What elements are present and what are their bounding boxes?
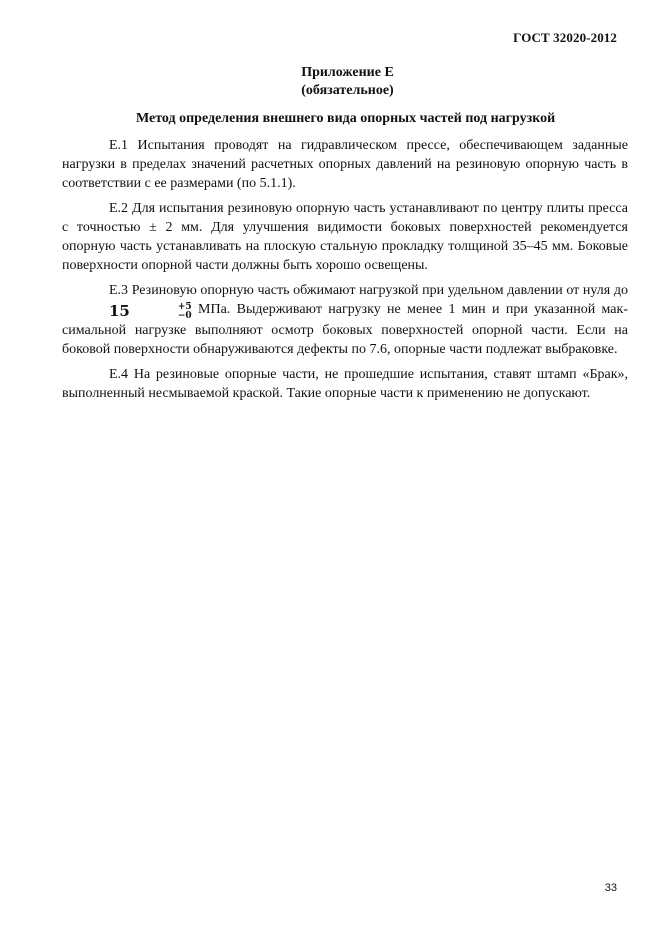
document-body: [62, 136, 628, 409]
annex-status: (обязательное): [301, 83, 394, 98]
paragraph-e1: Е.1 Испытания проводят на гидравлическом прессе, обеспечивающем заданные нагрузки в пределах значений расчетных опорных давлений на резиновую опорную часть в соответствии с ее размерами (по 5.1.1).: [62, 138, 628, 191]
pressure-tolerance: [131, 303, 192, 321]
paragraph-e3: [62, 281, 628, 359]
document-code-header: ГОСТ 32020-2012: [513, 30, 617, 45]
paragraph-e4: Е.4 На резиновые опорные части, не прошедшие испытания, ставят штамп «Брак», выполненный несмываемой краской. Такие опорные части к применению не допускают.: [62, 366, 628, 401]
paragraph-e2: Е.2 Для испытания резиновую опорную часть устанавливают по центру плиты пресса с точностью ± 2 мм. Для улучшения видимости боковых поверхностей рекомендуется опорную часть устанавливать на плоскую стальную прокладку толщиной 35–45 мм. Боковые поверхности опорной части должны быть хорошо освещены.: [62, 201, 628, 273]
page-number: 33: [604, 882, 617, 894]
pressure-value-base: 15: [109, 302, 130, 320]
annex-title: Приложение Е: [301, 65, 394, 80]
annex-heading: [0, 64, 661, 100]
paragraph-e3-end: МПа. Выдерживают нагрузку не менее 1 мин и при указанной максимальной нагрузке выполняют осмотр боковых поверхностей опорной части. Если на боковой поверхности обнаруживаются дефекты по 7.6, опорные части подлежат выбраковке.: [62, 302, 628, 357]
pressure-value-with-tolerance: [62, 303, 192, 321]
section-title: Метод определения внешнего вида опорных частей под нагрузкой: [136, 111, 556, 126]
paragraph-e3-start: Е.3 Резиновую опорную часть обжимают нагрузкой при удельном давлении от нуля до: [109, 283, 628, 298]
tolerance-lower: −0: [177, 310, 192, 321]
tolerance-upper: +5: [177, 301, 192, 312]
